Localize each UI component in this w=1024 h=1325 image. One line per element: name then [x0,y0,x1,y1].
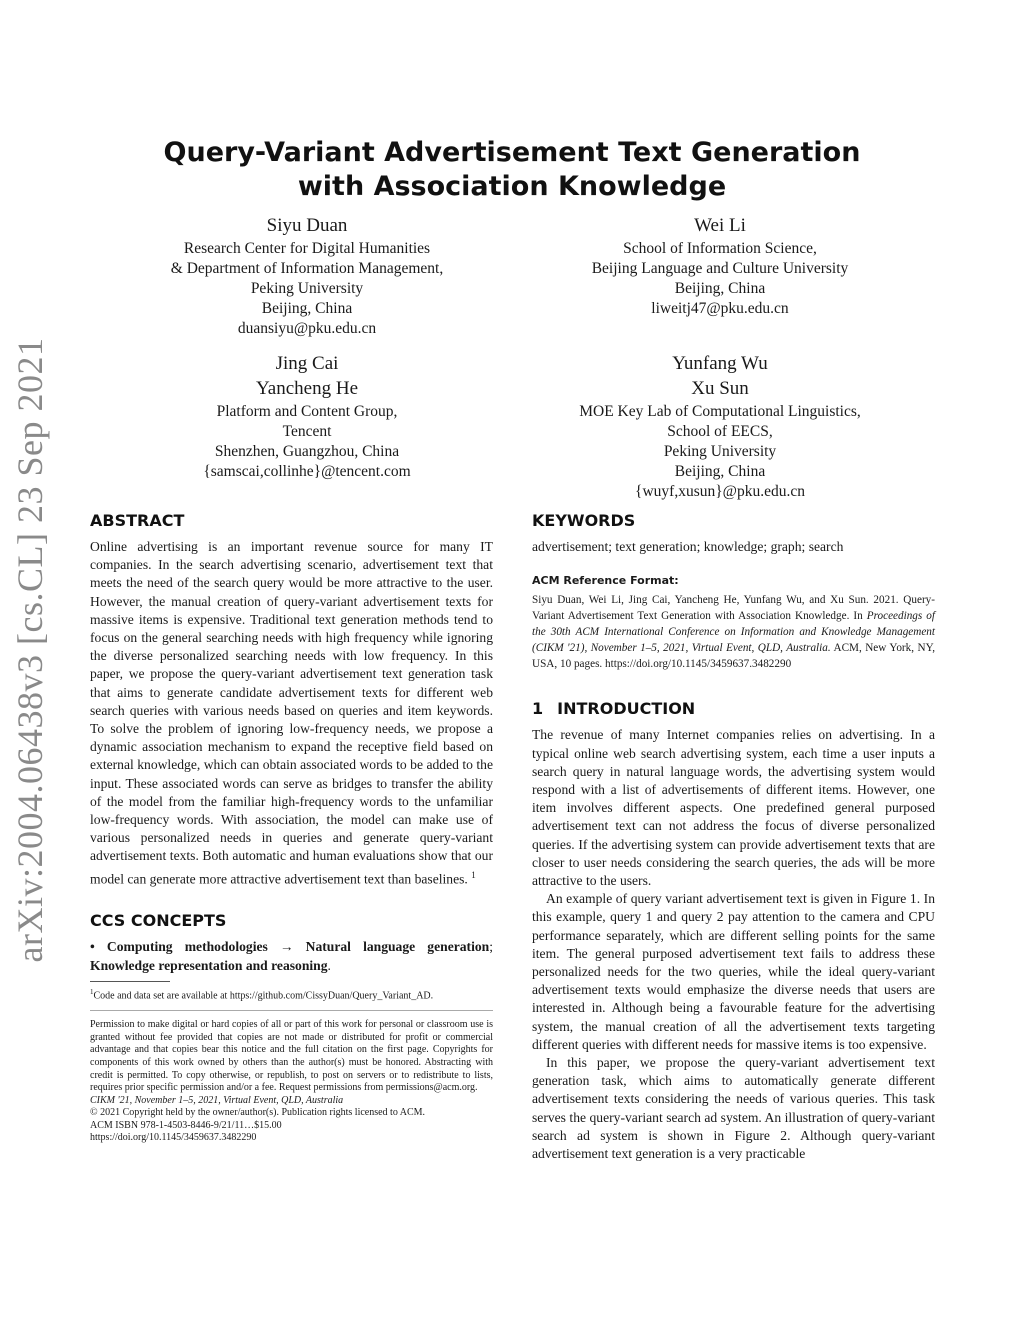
affiliation-line: Shenzhen, Guangzhou, China [214,443,400,460]
affiliation-line: Beijing, China [674,280,766,297]
intro-paragraph-2: An example of query variant advertisement text is given in Figure 1. In this example, query 1 and query 2 pay attention to the camera and CPU performance separately, which are different selling points for the same item. The general purposed advertisement text fails to address these personalized needs for the two queries, while the ideal query-variant advertisement texts would emphasize the diverse needs that users are interested in. Although being a favourable feature for the advertising system, the manual creation of all the advertisement texts targeting different queries with different needs for massive items is too expensive. [532,891,935,1052]
ccs-concept-3: Knowledge representation and reasoning [90,957,328,973]
keywords-heading: KEYWORDS [532,511,636,530]
arxiv-identifier[interactable]: arXiv:2004.06438v3 [cs.CL] 23 Sep 2021 [10,337,50,963]
affiliation-line: Beijing, China [261,300,353,317]
affiliation-line: MOE Key Lab of Computational Linguistics, [579,403,861,420]
author-email[interactable]: duansiyu@pku.edu.cn [237,320,377,337]
affiliation-line: Peking University [663,443,777,460]
abstract-heading: ABSTRACT [90,511,185,530]
doi-link[interactable]: https://doi.org/10.1145/3459637.3482290 [90,1132,257,1144]
intro-paragraph-1: The revenue of many Internet companies relies on advertising. In a typical online web search advertising system, each time a user inputs a search query in natural language words, the advertising system would respond with a list of advertisements of different items. However, one item involves different aspects. One predefined general purposed advertisement text can not address the focus of diverse personalized queries. If the advertising system can provide advertisement texts that are closer to user needs considering the search queries, the ads will be more attractive to the users. [532,727,935,889]
ccs-concept-2: Natural language generation [305,939,490,955]
ccs-bullet: • [90,939,95,955]
affiliation-line: & Department of Information Management, [170,260,444,277]
acm-ref-proceedings: Proceedings of the 30th ACM International Conference on Information and Knowledge Management (CIKM '21), November 1–5, 2021, Virtual Event, QLD, Australia. [532,610,935,655]
affiliation-line: Peking University [250,280,364,297]
author-email[interactable]: liweitj47@pku.edu.cn [651,300,789,317]
abstract-body: Online advertising is an important revenue source for many IT companies. In the search advertising scenario, advertisement text that meets the need of the search query would be more attractive to the user. However, the manual creation of query-variant advertisement texts for massive items is expensive. Traditional text generation methods tend to focus on the general searching needs with high frequency while ignoring the diverse personalized searching needs with low frequency. In this paper, we propose the query-variant advertisement text generation task that aims to generate candidate advertisement texts for different web search queries with various needs based on queries and item keywords. To solve the problem of ignoring low-frequency needs, we propose a dynamic association mechanism to expand the receptive field based on external knowledge, which can obtain associated words to be added to the input. These associated words can serve as bridges to transfer the ability of the model from the familiar high-frequency words to the unfamiliar low-frequency words. With association, the model can make use of various personalized needs in queries and generate query-variant advertisement texts. Both automatic and human evaluations show that our model can generate more attractive advertisement text than baselines. [90,539,493,887]
title-line-1: Query-Variant Advertisement Text Generation [163,137,861,168]
author-name: Xu Sun [691,378,749,399]
affiliation-line: Beijing Language and Culture University [591,260,849,277]
author-email[interactable]: {samscai,collinhe}@tencent.com [203,463,411,480]
ccs-concept-1: Computing methodologies [106,939,268,955]
ccs-separator: ; [489,939,493,955]
footnote-ref[interactable]: 1 [471,869,476,880]
section-number: 1 [532,699,544,719]
affiliation-line: Beijing, China [674,463,766,480]
author-name: Wei Li [694,215,746,236]
acm-reference-text [532,592,935,672]
author-email[interactable]: {wuyf,xusun}@pku.edu.cn [635,483,805,500]
affiliation-line: Research Center for Digital Humanities [183,240,431,257]
author-name: Jing Cai [275,353,339,374]
author-name: Yunfang Wu [672,353,768,374]
ccs-concepts [90,938,493,974]
affiliation-line: Platform and Content Group, [216,403,398,420]
keywords-text: advertisement; text generation; knowledge; graph; search [532,539,844,554]
permission-text: Permission to make digital or hard copies of all or part of this work for personal or classroom use is granted without fee provided that copies are not made or distributed for profit or commercial advantage and that copies bear this notice and the full citation on the first page. Copyrights for components of this work owned by others than the author(s) must be honored. Abstracting with credit is permitted. To copy otherwise, or republish, to post on servers or to redistribute to lists, requires prior specific permission and/or a fee. Request permissions from permissions@acm.org. [90,1019,493,1094]
footnote-text[interactable]: Code and data set are available at https://github.com/CissyDuan/Query_Variant_AD. [93,990,434,1002]
ccs-arrow: → [279,939,294,955]
acm-reference-heading: ACM Reference Format: [532,574,679,588]
affiliation-line: School of Information Science, [623,240,817,257]
copyright-line: © 2021 Copyright held by the owner/author(s). Publication rights licensed to ACM. [90,1107,426,1119]
left-column [90,510,493,1145]
title-line-2: with Association Knowledge [297,171,727,202]
abstract-text [90,538,493,888]
permission-block [90,1010,493,1145]
footnote [90,986,493,1002]
section-title: INTRODUCTION [557,699,696,719]
acm-ref-authors: Siyu Duan, Wei Li, Jing Cai, Yancheng He, Yunfang Wu, and Xu Sun. 2021. Query-Variant Advertisement Text Generation with Association Knowledge. In [532,594,935,623]
ccs-end: . [327,957,331,973]
right-column [532,510,935,1163]
intro-paragraph-3: In this paper, we propose the query-variant advertisement text generation task, which aims to automatically generate different advertisement texts considering the needs of various queries. This task serves the query-variant search ad system. An illustration of query-variant search ad system is shown in Figure 2. Although query-variant advertisement text generation is a very practicable [532,1055,935,1162]
footnote-mark: 1 [90,987,94,996]
author-block-li [500,214,940,319]
isbn-line: ACM ISBN 978-1-4503-8446-9/21/11…$15.00 [90,1119,282,1131]
ccs-heading: CCS CONCEPTS [90,911,227,931]
author-block-cai-he [87,352,527,482]
paper-title [90,136,934,204]
affiliation-line: School of EECS, [667,423,773,440]
introduction-heading [532,698,935,720]
arxiv-sidebar [0,337,60,963]
author-block-duan [87,214,527,339]
affiliation-line: Tencent [282,423,332,440]
author-name: Yancheng He [255,378,359,399]
acm-ref-tail[interactable]: ACM, New York, NY, USA, 10 pages. https://doi.org/10.1145/3459637.3482290 [532,642,935,671]
author-name: Siyu Duan [266,215,348,236]
footnote-rule [90,981,170,982]
author-block-wu-sun [500,352,940,502]
venue-line: CIKM '21, November 1–5, 2021, Virtual Event, QLD, Australia [90,1094,344,1106]
